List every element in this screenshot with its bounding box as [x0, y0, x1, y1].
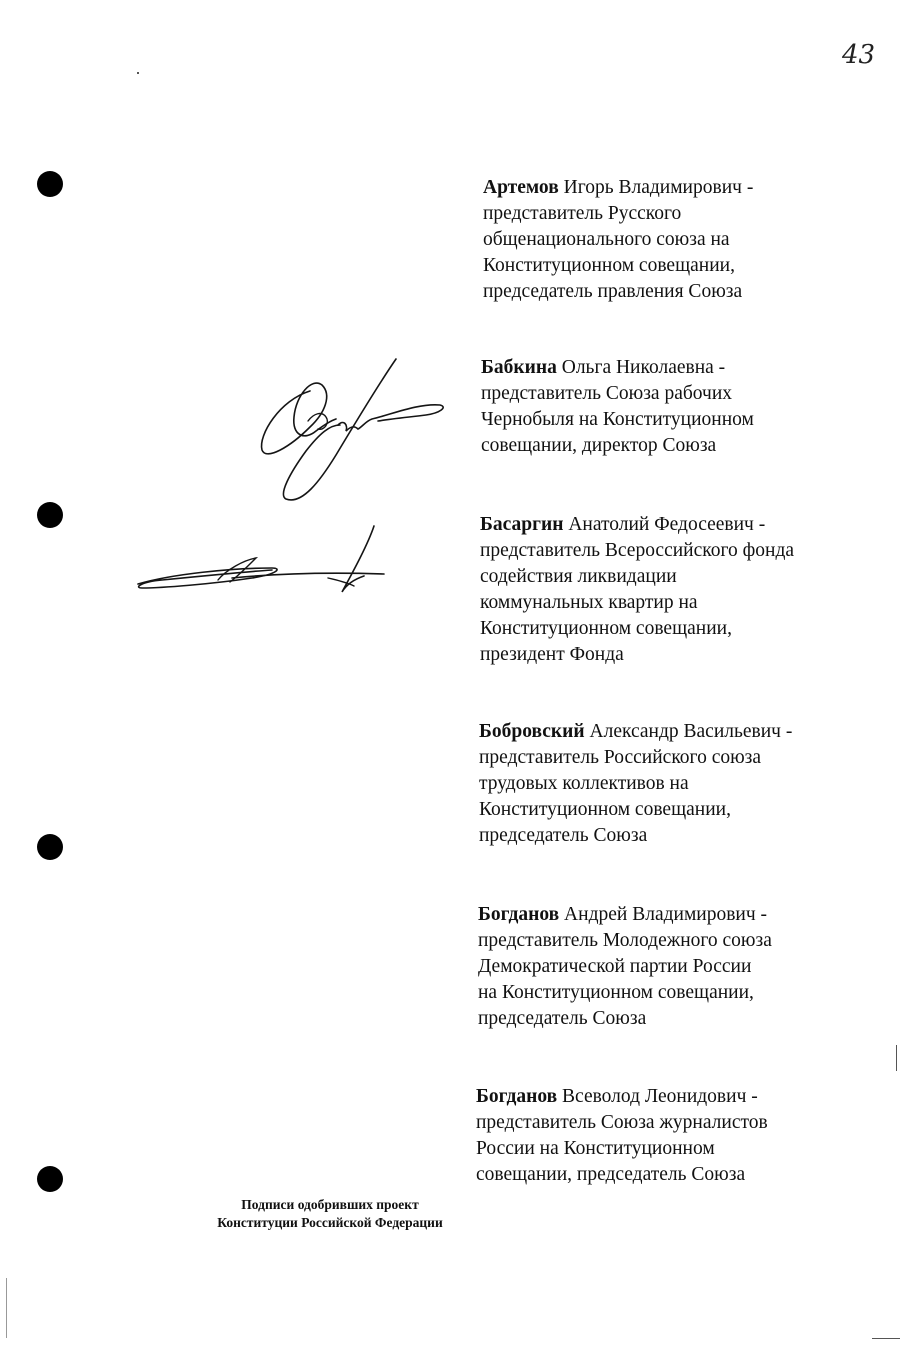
- signatory-entry: [481, 355, 851, 459]
- signatory-name: Игорь Владимирович -: [563, 177, 754, 198]
- scan-edge-mark: [6, 1278, 7, 1338]
- entry-line: представитель Всероссийского фонда: [480, 540, 795, 561]
- signature-stroke: [328, 578, 354, 586]
- punch-hole: [37, 834, 63, 860]
- signatory-entry: [480, 512, 850, 668]
- entry-line: председатель правления Союза: [483, 281, 743, 302]
- entry-line: совещании, председатель Союза: [476, 1164, 746, 1185]
- entry-heading: [480, 512, 850, 538]
- entry-line: Чернобыля на Конституционном: [481, 409, 754, 430]
- entry-heading: [483, 175, 853, 201]
- signatory-surname: Басаргин: [480, 514, 564, 535]
- signature-basargin: [132, 522, 392, 602]
- entry-line: председатель Союза: [478, 1008, 647, 1029]
- entry-line: представитель Молодежного союза: [478, 930, 772, 951]
- entry-line: президент Фонда: [480, 644, 624, 665]
- entry-line: Конституционном совещании,: [479, 799, 731, 820]
- signatory-entry: [483, 175, 853, 305]
- entry-line: представитель Русского: [483, 203, 682, 224]
- entry-line: председатель Союза: [479, 825, 648, 846]
- entry-line: Конституционном совещании,: [483, 255, 735, 276]
- signatory-name: Анатолий Федосеевич -: [568, 514, 766, 535]
- entry-line: коммунальных квартир на: [480, 592, 698, 613]
- signature-babkina: [250, 355, 450, 505]
- scan-speck: [137, 72, 139, 74]
- entry-line: содействия ликвидации: [480, 566, 677, 587]
- signature-stroke: [138, 568, 277, 588]
- entry-line: представитель Союза журналистов: [476, 1112, 768, 1133]
- signatory-entry: [479, 719, 849, 849]
- entry-line: представитель Союза рабочих: [481, 383, 733, 404]
- scan-edge-mark: [872, 1338, 900, 1339]
- signature-stroke: [262, 383, 336, 454]
- signatory-name: Александр Васильевич -: [589, 721, 793, 742]
- entry-line: Демократической партии России: [478, 956, 752, 977]
- entry-line: Конституционном совещании,: [480, 618, 732, 639]
- entry-heading: [479, 719, 849, 745]
- signatory-surname: Бабкина: [481, 357, 557, 378]
- footer-line: Конституции Российской Федерации: [217, 1215, 443, 1230]
- entry-line: совещании, директор Союза: [481, 435, 717, 456]
- signatory-entry: [478, 902, 848, 1032]
- entry-heading: [478, 902, 848, 928]
- scan-edge-mark: [896, 1045, 897, 1071]
- signatory-name: Андрей Владимирович -: [564, 904, 768, 925]
- punch-hole: [37, 502, 63, 528]
- punch-hole: [37, 171, 63, 197]
- entry-line: представитель Российского союза: [479, 747, 762, 768]
- signature-stroke: [342, 526, 374, 592]
- footer-line: Подписи одобривших проект: [241, 1197, 419, 1212]
- signatory-surname: Бобровский: [479, 721, 585, 742]
- page-number: 43: [842, 40, 876, 70]
- signatory-name: Всеволод Леонидович -: [562, 1086, 758, 1107]
- punch-hole: [37, 1166, 63, 1192]
- entry-heading: [481, 355, 851, 381]
- footer-caption: [180, 1196, 480, 1232]
- entry-line: на Конституционном совещании,: [478, 982, 754, 1003]
- signatory-entry: [476, 1084, 846, 1188]
- entry-line: трудовых коллективов на: [479, 773, 689, 794]
- entry-line: общенационального союза на: [483, 229, 730, 250]
- signatory-surname: Богданов: [478, 904, 560, 925]
- entry-line: России на Конституционном: [476, 1138, 715, 1159]
- signature-stroke: [283, 359, 396, 500]
- signatory-surname: Артемов: [483, 177, 559, 198]
- signatory-name: Ольга Николаевна -: [561, 357, 726, 378]
- signature-stroke: [338, 405, 443, 431]
- signatory-surname: Богданов: [476, 1086, 558, 1107]
- entry-heading: [476, 1084, 846, 1110]
